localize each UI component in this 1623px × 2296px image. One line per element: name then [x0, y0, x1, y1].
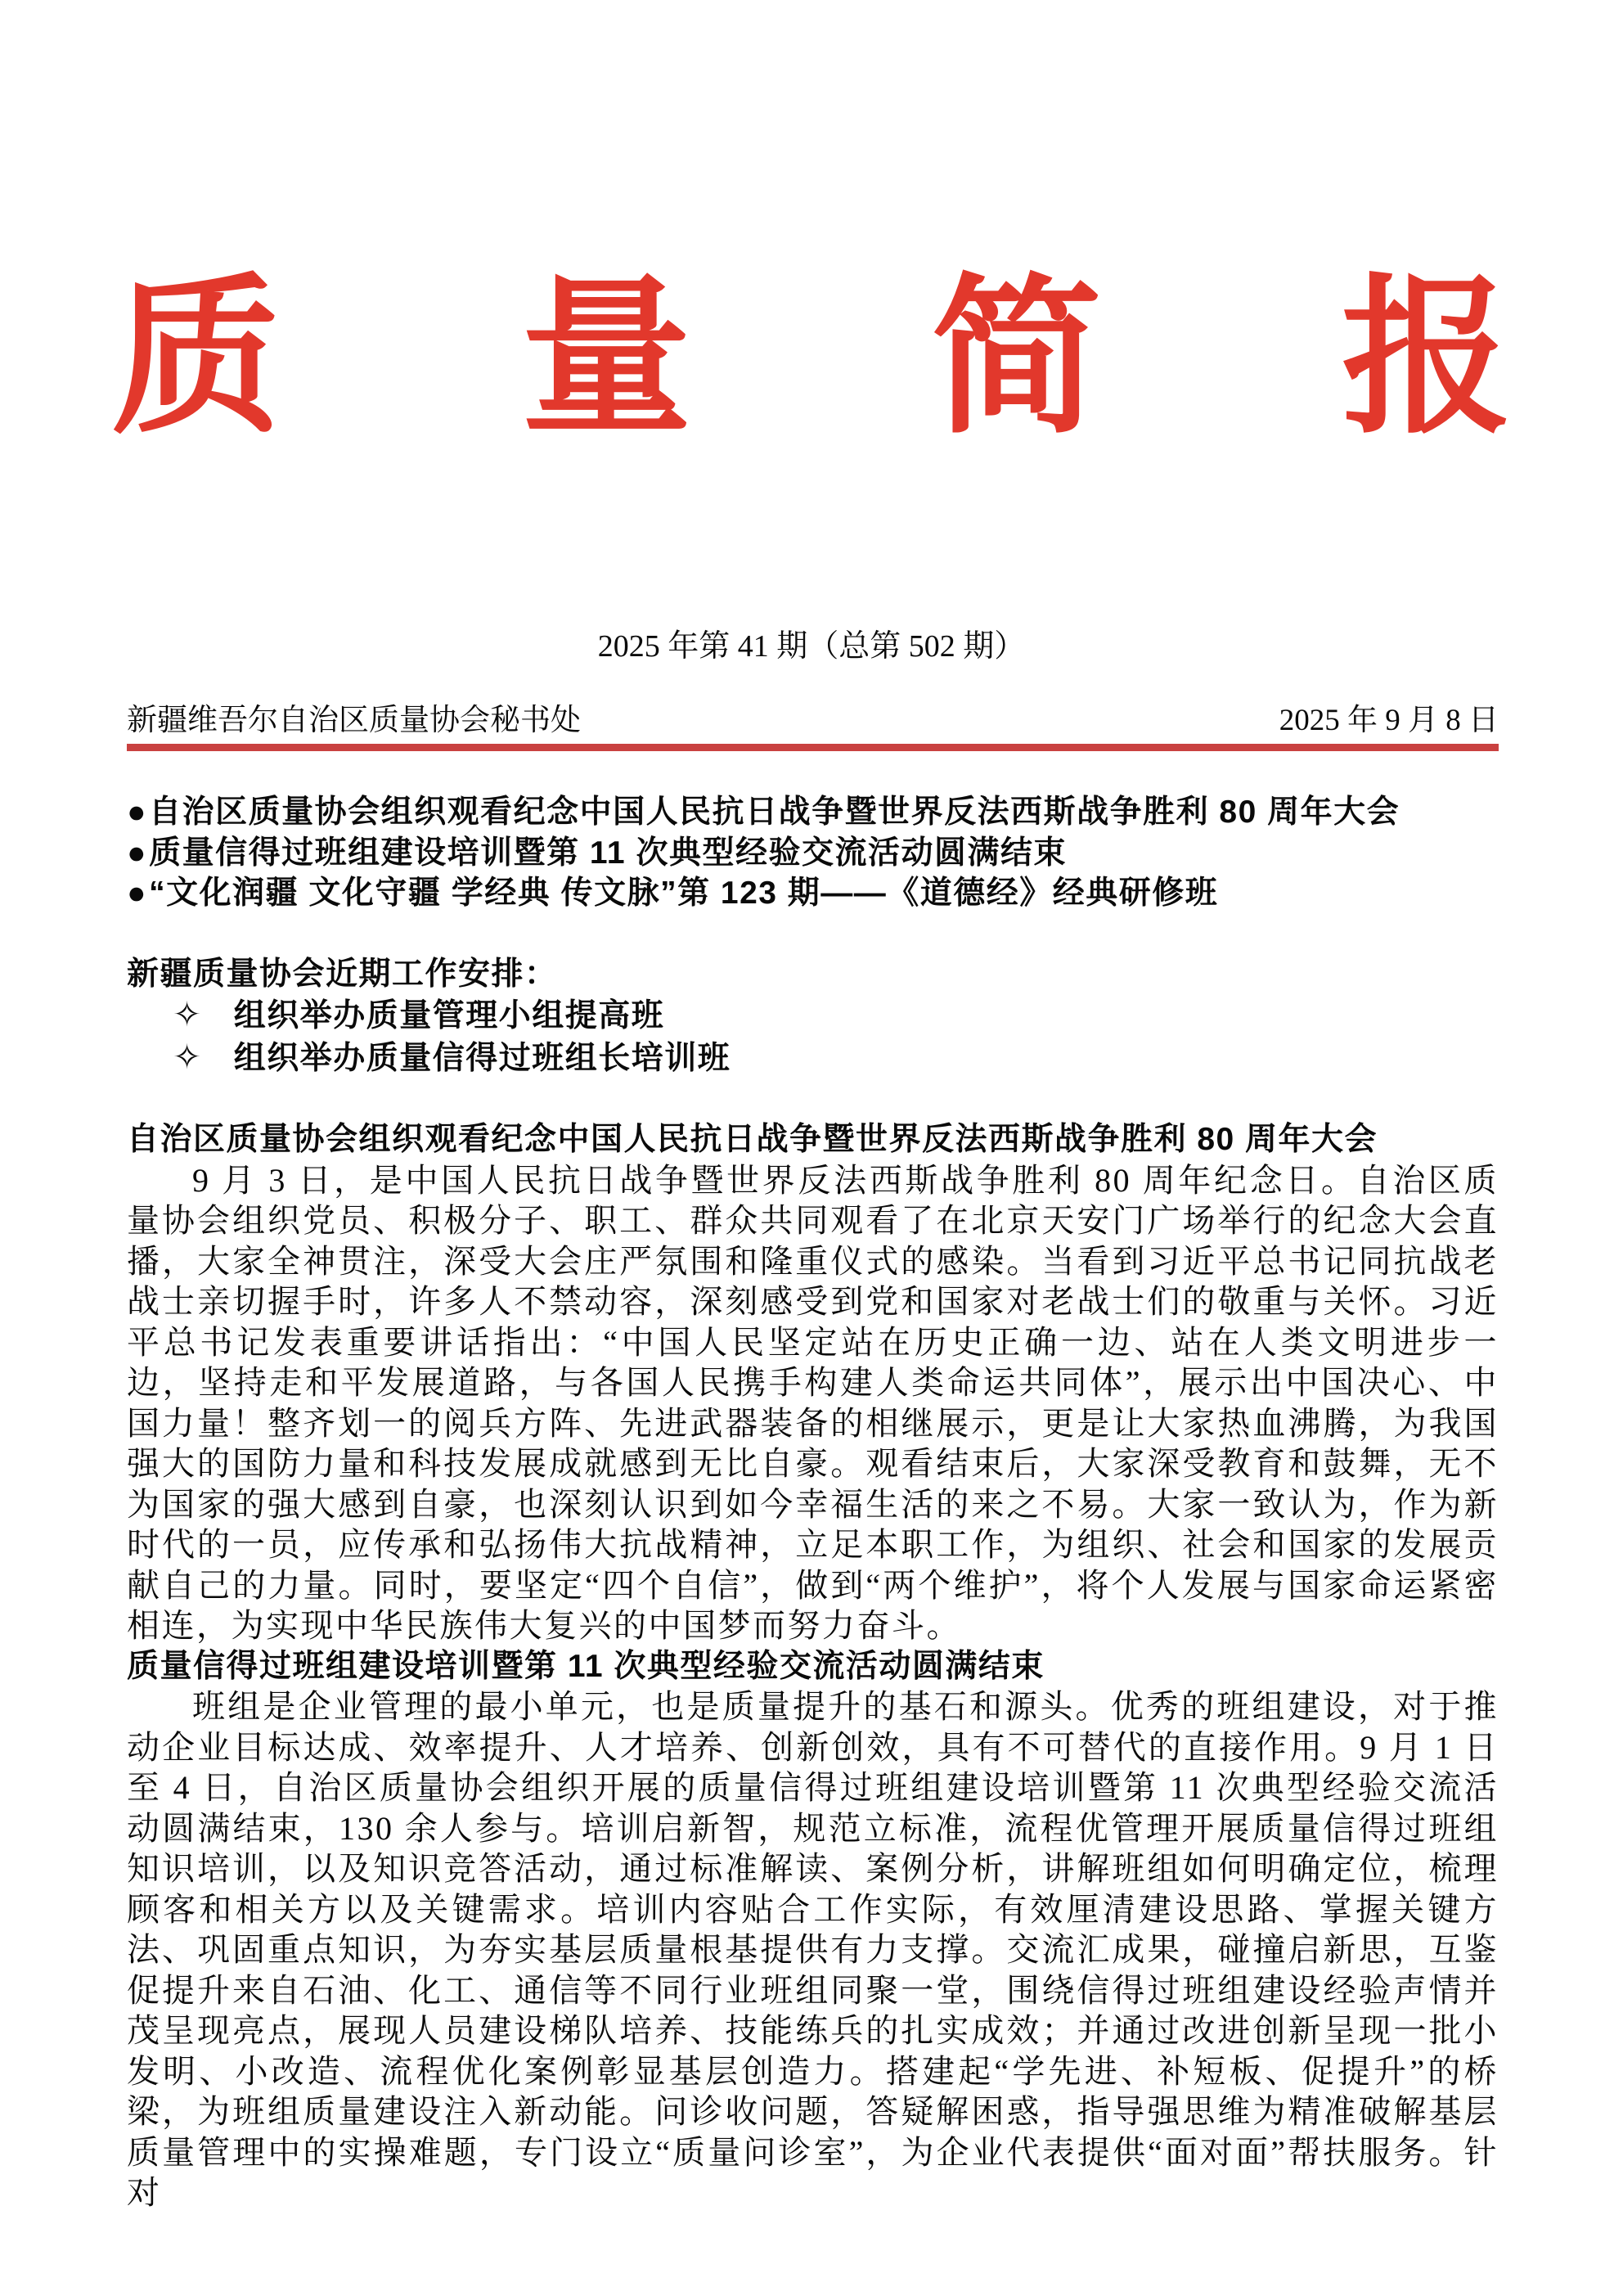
diamond-star-icon: ✧ — [173, 1037, 203, 1076]
publisher-name: 新疆维吾尔自治区质量协会秘书处 — [127, 704, 581, 737]
highlight-item — [127, 833, 1499, 874]
article-body: 9 月 3 日，是中国人民抗日战争暨世界反法西斯战争胜利 80 周年纪念日。自治区质量协会组织党员、积极分子、职工、群众共同观看了在北京天安门广场举行的纪念大会直播，大家全神贯注，深受大会庄严氛围和隆重仪式的感染。当看到习近平总书记同抗战老战士亲切握手时，许多人不禁动容，深刻感受到党和国家对老战士们的敬重与关怀。习近平总书记发表重要讲话指出：“中国人民坚定站在历史正确一边、站在人类文明进步一边，坚持走和平发展道路，与各国人民携手构建人类命运共同体”，展示出中国决心、中国力量！整齐划一的阅兵方阵、先进武器装备的相继展示，更是让大家热血沸腾，为我国强大的国防力量和科技发展成就感到无比自豪。观看结束后，大家深受教育和鼓舞，无不为国家的强大感到自豪，也深刻认识到如今幸福生活的来之不易。大家一致认为，作为新时代的一员，应传承和弘扬伟大抗战精神，立足本职工作，为组织、社会和国家的发展贡献自己的力量。同时，要坚定“四个自信”，做到“两个维护”，将个人发展与国家命运紧密相连，为实现中华民族伟大复兴的中国梦而努力奋斗。 — [127, 1161, 1499, 1644]
highlight-text: 质量信得过班组建设培训暨第 11 次典型经验交流活动圆满结束 — [149, 835, 1067, 871]
publisher-row — [127, 702, 1499, 740]
diamond-star-icon: ✧ — [173, 995, 203, 1033]
highlights-list — [127, 792, 1499, 914]
article-1 — [127, 1119, 1499, 1646]
article-heading: 自治区质量协会组织观看纪念中国人民抗日战争暨世界反法西斯战争胜利 80 周年大会 — [127, 1122, 1378, 1157]
highlight-text: 自治区质量协会组织观看纪念中国人民抗日战争暨世界反法西斯战争胜利 80 周年大会 — [149, 795, 1400, 830]
issue-date: 2025 年 9 月 8 日 — [1279, 704, 1499, 737]
article-2 — [127, 1646, 1499, 2213]
issue-line: 2025 年第 41 期（总第 502 期） — [597, 629, 1026, 664]
bullet-dot-icon: ● — [127, 876, 148, 911]
highlight-item — [127, 873, 1499, 914]
document-body — [127, 792, 1499, 2213]
work-plan-list — [127, 994, 1499, 1078]
work-plan-text: 组织举办质量管理小组提高班 — [233, 998, 665, 1033]
work-plan-text: 组织举办质量信得过班组长培训班 — [233, 1040, 731, 1076]
work-plan-item — [127, 1037, 1499, 1079]
work-plan-item — [127, 994, 1499, 1037]
bullet-dot-icon: ● — [127, 835, 148, 871]
highlight-text: “文化润疆 文化守疆 学经典 传文脉”第 123 期——《道德经》经典研修班 — [149, 876, 1219, 911]
divider-rule — [127, 744, 1499, 751]
bullet-dot-icon: ● — [127, 795, 148, 830]
masthead-title: 质 量 简 报 — [111, 265, 1611, 453]
article-body: 班组是企业管理的最小单元，也是质量提升的基石和源头。优秀的班组建设，对于推动企业目标达成、效率提升、人才培养、创新创效，具有不可替代的直接作用。9 月 1 日至 4 日，自治区质量协会组织开展的质量信得过班组建设培训暨第 11 次典型经验交流活动圆满结束，130 余人参与。培训启新智，规范立标准，流程优管理开展质量信得过班组知识培训，以及知识竞答活动，通过标准解读、案例分析，讲解班组如何明确定位，梳理顾客和相关方以及关键需求。培训内容贴合工作实际，有效厘清建设思路、掌握关键方法、巩固重点知识，为夯实基层质量根基提供有力支撑。交流汇成果，碰撞启新思，互鉴促提升来自石油、化工、通信等不同行业班组同聚一堂，围绕信得过班组建设经验声情并茂呈现亮点，展现人员建设梯队培养、技能练兵的扎实成效；并通过改进创新呈现一批小发明、小改造、流程优化案例彰显基层创造力。搭建起“学先进、补短板、促提升”的桥梁，为班组质量建设注入新动能。问诊收问题，答疑解困惑，指导强思维为精准破解基层质量管理中的实操难题，专门设立“质量问诊室”，为企业代表提供“面对面”帮扶服务。针对 — [127, 1688, 1499, 2211]
work-plan-heading: 新疆质量协会近期工作安排： — [127, 956, 558, 992]
article-heading: 质量信得过班组建设培训暨第 11 次典型经验交流活动圆满结束 — [127, 1648, 1045, 1684]
work-plan-section — [127, 954, 1499, 1079]
highlight-item — [127, 792, 1499, 833]
